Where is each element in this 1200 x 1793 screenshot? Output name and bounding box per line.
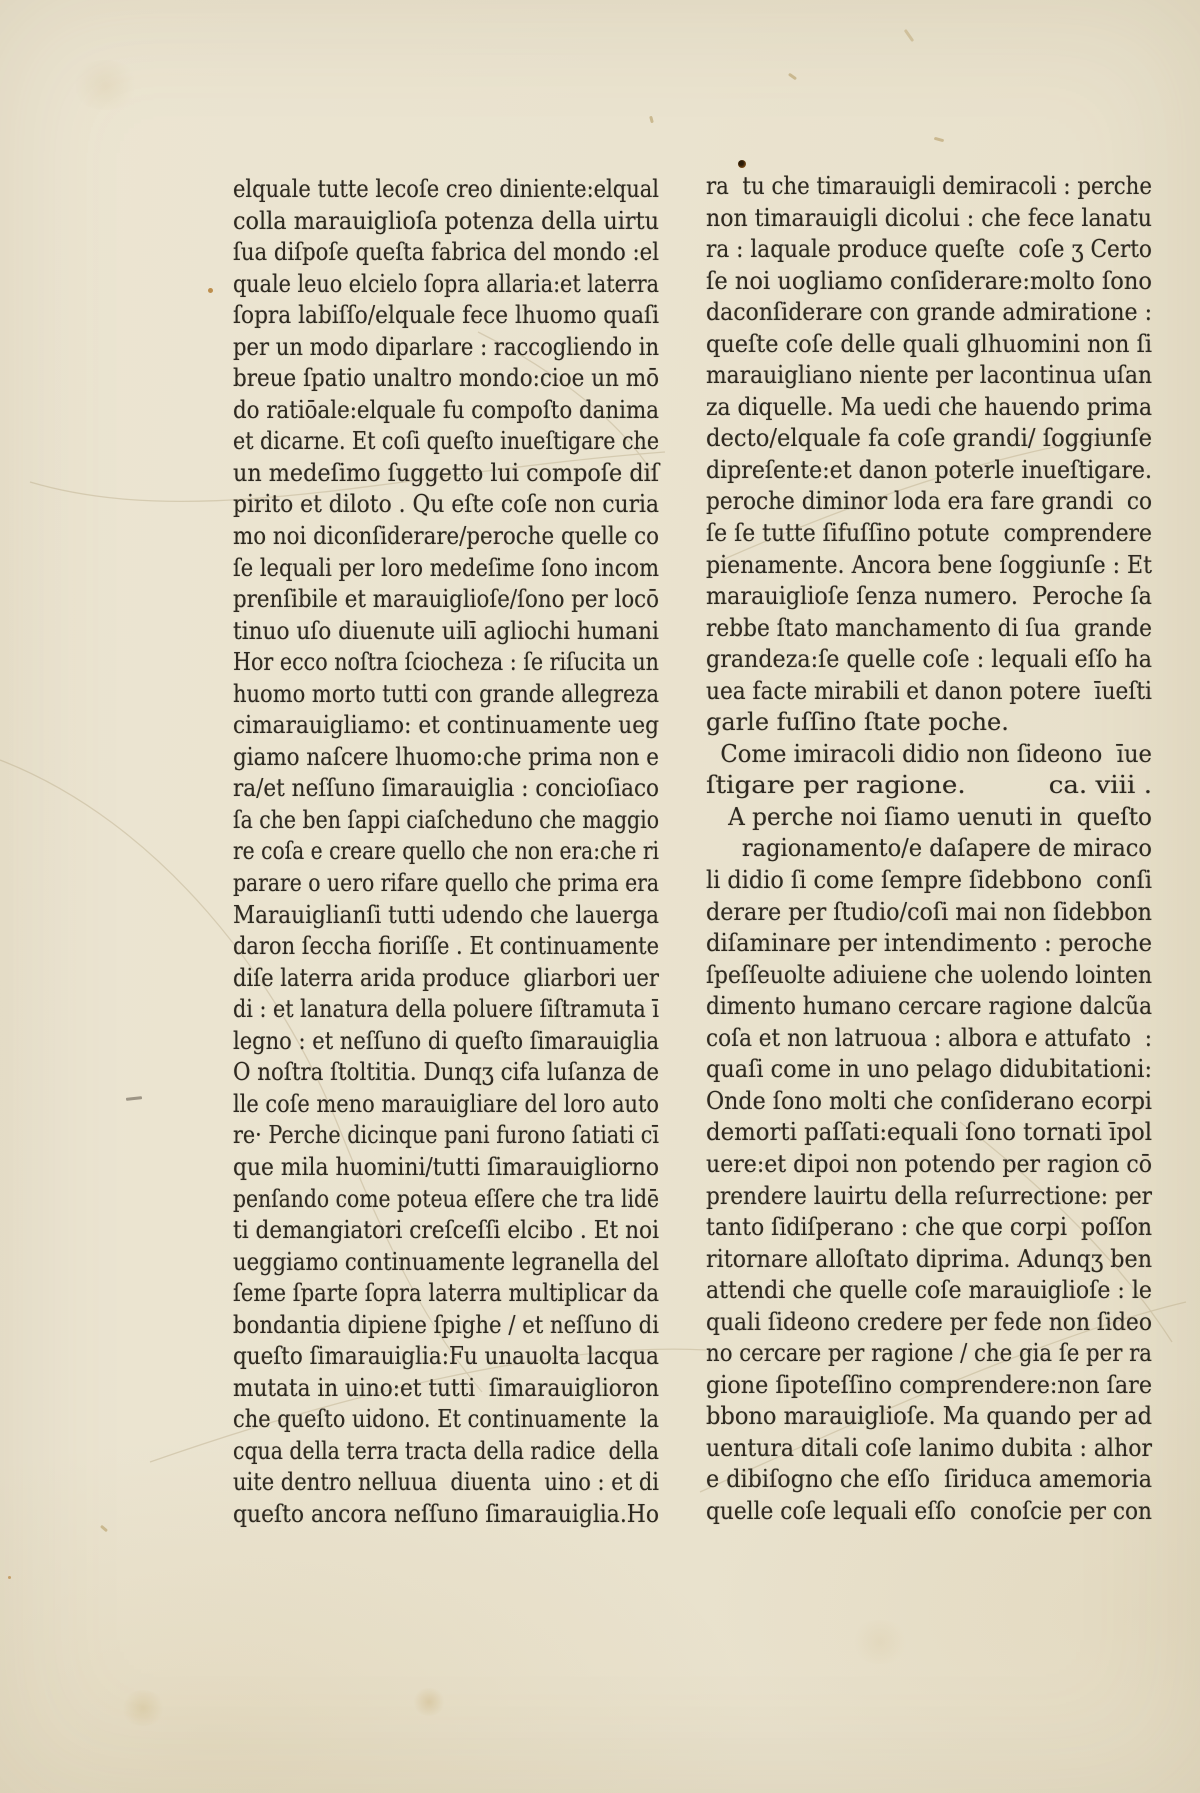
text-line-left-41: cqua della terra tracta della radice della [233,1436,659,1465]
paper-stain [850,1620,910,1664]
text-line-left-30: lle coſe meno marauigliare del loro auto [233,1089,660,1118]
paper-fleck [934,137,944,142]
text-line-right-38: no cercare per ragione / che gia ſe per ra [706,1339,1152,1368]
paper-stain [412,1688,446,1716]
paper-fleck [788,73,797,81]
text-line-right-29: quaſi come in uno pelago didubitationi: [706,1055,1153,1084]
paper-fleck [649,116,654,124]
text-line-right-42: e dibiſogno che eſſo ſiriduca amemoria [706,1465,1152,1494]
text-line-right-28: coſa et non latruoua : albora e attufato : [706,1023,1152,1052]
text-line-right-21: A perche noi ſiamo uenuti in queſto [706,802,1152,831]
text-line-right-41: uentura ditali coſe lanimo dubita : alhor [706,1433,1153,1462]
text-line-left-43: queſto ancora neſſuno ſimarauiglia.Ho [233,1499,660,1528]
text-line-left-16: Hor ecco noſtra ſciocheza : ſe riſucita un [233,648,659,677]
text-line-left-15: tinuo uſo diuenute uilī agliochi humani [233,616,659,645]
text-line-right-4: ſe noi uogliamo conſiderare:molto ſono [706,266,1152,295]
text-line-left-23: parare o uero rifare quello che prima era [233,869,660,898]
text-line-left-27: di : et lanatura della poluere ſiſtramuta ī [233,995,659,1024]
text-line-left-24: Marauiglianſi tutti udendo che lauerga [233,900,660,929]
text-line-right-10: dipreſente:et danon poterle inueſtigare. [706,455,1153,484]
text-line-left-8: do ratiōale:elquale fu compoſto danima [233,395,659,424]
paper-stain [70,60,140,110]
text-line-right-12: ſe ſe tutte ſifuſſino potute comprendere [706,519,1153,548]
text-line-right-22: ragionamento/e daſapere de miraco [706,834,1152,863]
text-line-left-32: que mila huomini/tutti ſimarauigliorno [233,1152,660,1181]
text-line-right-24: derare per ſtudio/coſi mai non ſidebbon [706,897,1153,926]
text-line-left-9: et dicarne. Et coſi queſto inueſtigare che [233,427,660,456]
text-line-right-27: dimento humano cercare ragione dalcũa [706,992,1153,1021]
text-line-left-25: daron ſeccha fioriſſe . Et continuamente [233,932,659,961]
text-line-right-35: ritornare alloſtato diprima. Adunqʒ ben [706,1244,1153,1273]
text-line-left-6: per un modo diparlare : raccogliendo in [233,332,660,361]
text-line-right-39: gione ſipoteſſino comprendere:non ſare [706,1370,1153,1399]
text-line-right-14: marauiglioſe ſenza numero. Peroche ſa [706,582,1152,611]
text-line-left-40: che queſto uidono. Et continuamente la [233,1405,659,1434]
text-line-left-28: legno : et neſſuno di queſto ſimarauiglia [233,1026,660,1055]
text-line-right-30: Onde ſono molti che conſiderano ecorpi [706,1086,1153,1115]
text-line-right-15: rebbe ſtato manchamento di ſua grande [706,613,1152,642]
text-line-right-43: quelle coſe lequali eſſo conoſcie per con [706,1496,1152,1525]
text-line-right-26: ſpeſſeuolte adiuiene che uolendo lointen [706,960,1152,989]
text-line-right-33: prendere lauirtu della reſurrectione: per [706,1181,1152,1210]
text-line-left-22: re coſa e creare quello che non era:che ri [233,837,660,866]
text-line-left-5: ſopra labiſſo/elquale fece lhuomo quaſi [233,301,660,330]
text-line-left-42: uite dentro nelluua diuenta uino : et di [233,1468,660,1497]
text-line-left-35: ueggiamo continuamente legranella del [233,1247,660,1276]
margin-dash-mark [126,1096,142,1101]
text-line-left-13: ſe lequali per loro medeſime ſono incom [233,553,660,582]
paper-fleck [904,29,914,42]
text-column-right [706,171,1152,1528]
text-line-left-34: ti demangiatori creſceſſi elcibo . Et noi [233,1216,660,1245]
text-line-right-2: non timarauigli dicolui : che fece lanatu [706,203,1152,232]
text-line-left-29: O noſtra ſtoltitia. Dunqʒ cifa luſanza de [233,1058,659,1087]
text-line-right-20: ſtigare per ragione. ca. viii . [706,771,1152,800]
text-line-right-11: peroche diminor loda era fare grandi co [706,487,1153,516]
paper-fleck [100,1525,108,1532]
text-line-left-36: ſeme ſparte ſopra laterra multiplicar da [233,1279,660,1308]
text-line-right-32: uere:et dipoi non potendo per ragion cō [706,1149,1153,1178]
text-line-right-23: li didio ſi come ſempre ſidebbono conſi [706,866,1152,895]
text-line-left-12: mo noi diconſiderare/peroche quelle co [233,522,659,551]
paper-stain [120,1690,166,1726]
text-line-left-14: prenſibile et marauiglioſe/ſono per locō [233,585,659,614]
text-line-right-3: ra : laquale produce queſte coſe ʒ Certo [706,235,1152,264]
text-column-left [233,174,659,1531]
text-line-left-7: breue ſpatio unaltro mondo:cioe un mō [233,364,660,393]
text-line-right-37: quali ſideono credere per fede non ſideo [706,1307,1152,1336]
text-line-right-6: queſte coſe delle quali glhuomini non ſi [706,329,1153,358]
text-line-right-16: grandeza:ſe quelle coſe : lequali eſſo ha [706,645,1152,674]
text-line-right-31: demorti paſſati:equali ſono tornati īpol [706,1118,1153,1147]
text-line-left-26: diſe laterra arida produce gliarbori uer [233,963,659,992]
text-line-left-1: elquale tutte lecoſe creo diniente:elqual [233,175,660,203]
text-line-right-36: attendi che quelle coſe marauiglioſe : le [706,1276,1152,1305]
text-line-left-4: quale leuo elcielo ſopra allaria:et laterra [233,269,660,298]
text-line-right-34: tanto ſidiſperano : che que corpi poſſon [706,1213,1153,1242]
ink-speck [738,160,746,168]
text-line-left-10: un medeſimo ſuggetto lui compoſe diſ [233,458,659,487]
text-line-right-13: pienamente. Ancora bene ſoggiunſe : Et [706,550,1152,579]
text-line-left-20: ra/et neſſuno ſimarauiglia : concioſiaco [233,774,660,803]
rust-dot [208,288,213,293]
text-line-right-40: bbono marauiglioſe. Ma quando per ad [706,1402,1153,1431]
text-line-right-25: diſaminare per intendimento : peroche [706,929,1153,958]
text-line-left-11: pirito et diloto . Qu eſte coſe non curia [233,490,660,519]
text-line-right-19: Come imiracoli didio non ſideono īue [706,739,1152,768]
text-line-right-9: decto/elquale fa coſe grandi/ ſoggiunſe [706,424,1153,453]
text-line-left-3: ſua diſpoſe queſta fabrica del mondo :el [233,238,660,267]
text-line-left-31: re· Perche dicinque pani furono ſatiati cī [233,1121,659,1150]
text-line-right-5: daconſiderare con grande admiratione : [706,298,1152,327]
text-line-left-39: mutata in uino:et tutti ſimarauiglioron [233,1373,659,1402]
text-line-left-38: queſto ſimarauiglia:Fu unauolta lacqua [233,1342,659,1371]
tiny-dot [8,1576,11,1579]
text-line-left-2: colla marauiglioſa potenza della uirtu [233,206,659,235]
text-line-left-18: cimarauigliamo: et continuamente ueg [233,711,659,740]
text-line-right-18: garle fuſſino ſtate poche. [706,708,1009,737]
text-line-right-7: marauigliano niente per lacontinua uſan [706,361,1153,390]
text-line-left-33: penſando come poteua eſſere che tra lidē [233,1184,659,1213]
text-line-left-37: bondantia dipiene ſpighe / et neſſuno di [233,1310,660,1339]
text-line-left-21: ſa che ben ſappi ciaſcheduno che maggio [233,805,660,834]
text-line-right-8: za diquelle. Ma uedi che hauendo prima [706,392,1153,421]
text-line-left-19: giamo naſcere lhuomo:che prima non e [233,742,659,771]
text-line-right-1: ra tu che timarauigli demiracoli : perche [706,172,1153,200]
text-line-left-17: huomo morto tutti con grande allegreza [233,679,660,708]
text-line-right-17: uea facte mirabili et danon potere īueſti [706,676,1152,705]
